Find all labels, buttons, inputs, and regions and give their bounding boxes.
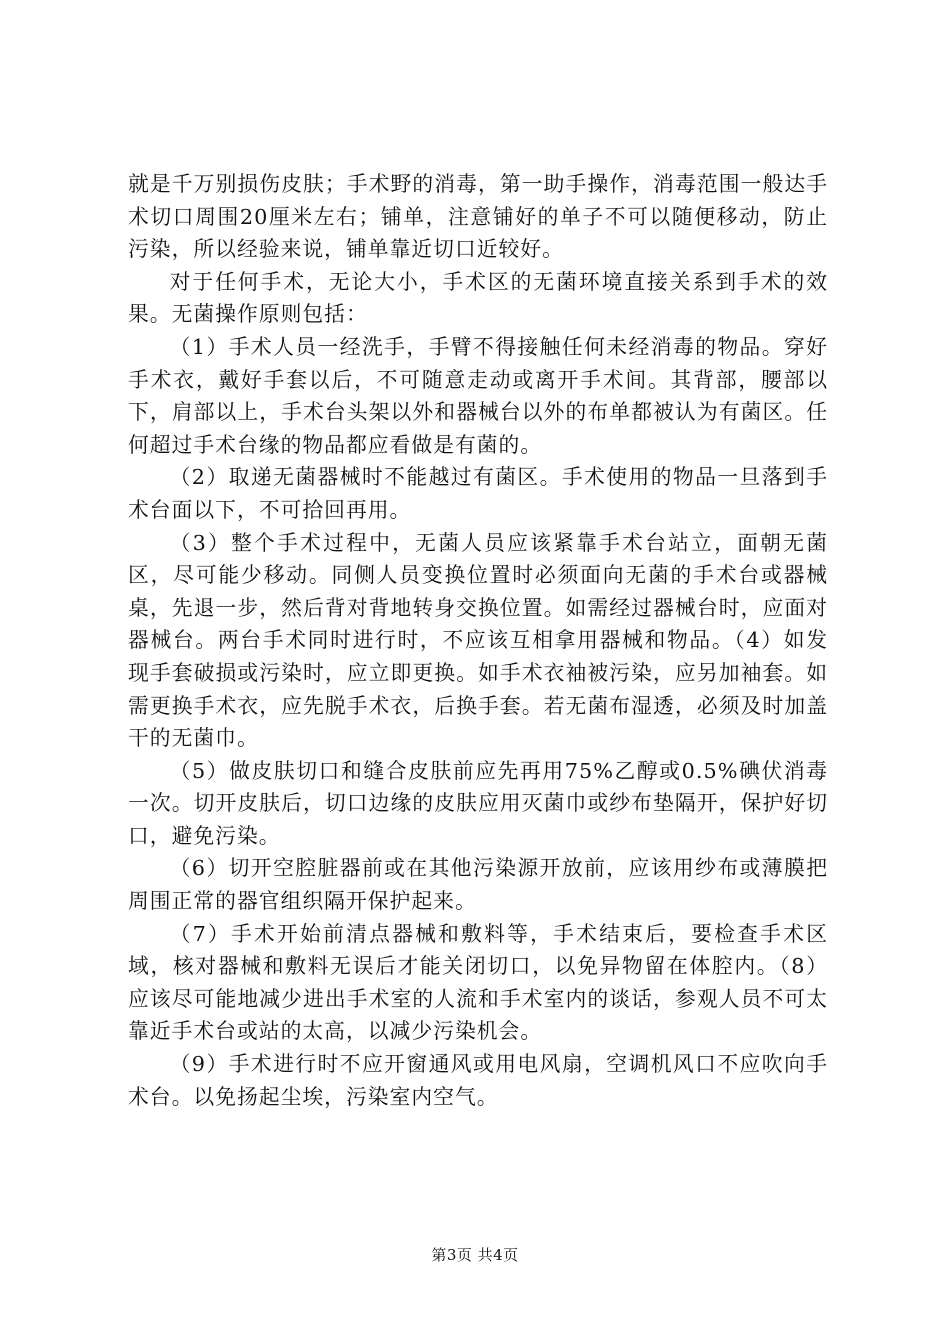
- paragraph: （2）取递无菌器械时不能越过有菌区。手术使用的物品一旦落到手术台面以下，不可拾回再用。: [128, 465, 828, 522]
- page-number-footer: 第3页 共4页: [431, 1246, 519, 1264]
- paragraph: （1）手术人员一经洗手，手臂不得接触任何未经消毒的物品。穿好手术衣，戴好手套以后，不可随意走动或离开手术间。其背部，腰部以下，肩部以上，手术台头架以外和器械台以外的布单都被认为有菌区。任何超过手术台缘的物品都应看做是有菌的。: [128, 334, 828, 457]
- paragraph: （7）手术开始前清点器械和敷料等，手术结束后，要检查手术区域，核对器械和敷料无误后才能关闭切口，以免异物留在体腔内。（8）应该尽可能地减少进出手术室的人流和手术室内的谈话，参观人员不可太靠近手术台或站的太高，以减少污染机会。: [128, 921, 828, 1044]
- document-body: [128, 168, 828, 1113]
- paragraph: （5）做皮肤切口和缝合皮肤前应先再用75%乙醇或0.5%碘伏消毒一次。切开皮肤后，切口边缘的皮肤应用灭菌巾或纱布垫隔开，保护好切口，避免污染。: [128, 758, 828, 848]
- paragraph: （3）整个手术过程中，无菌人员应该紧靠手术台站立，面朝无菌区，尽可能少移动。同侧人员变换位置时必须面向无菌的手术台或器械桌，先退一步，然后背对背地转身交换位置。如需经过器械台时，应面对器械台。两台手术同时进行时，不应该互相拿用器械和物品。（4）如发现手套破损或污染时，应立即更换。如手术衣袖被污染，应另加袖套。如需更换手术衣，应先脱手术衣，后换手套。若无菌布湿透，必须及时加盖干的无菌巾。: [128, 530, 828, 751]
- paragraph: （6）切开空腔脏器前或在其他污染源开放前，应该用纱布或薄膜把周围正常的器官组织隔开保护起来。: [128, 856, 828, 914]
- paragraph: （9）手术进行时不应开窗通风或用电风扇，空调机风口不应吹向手术台。以免扬起尘埃，污染室内空气。: [128, 1052, 828, 1109]
- paragraph: 对于任何手术，无论大小，手术区的无菌环境直接关系到手术的效果。无菌操作原则包括：: [128, 269, 828, 327]
- paragraph: 就是千万别损伤皮肤；手术野的消毒，第一助手操作，消毒范围一般达手术切口周围20厘米左右；铺单，注意铺好的单子不可以随便移动，防止污染，所以经验来说，铺单靠近切口近较好。: [128, 172, 828, 262]
